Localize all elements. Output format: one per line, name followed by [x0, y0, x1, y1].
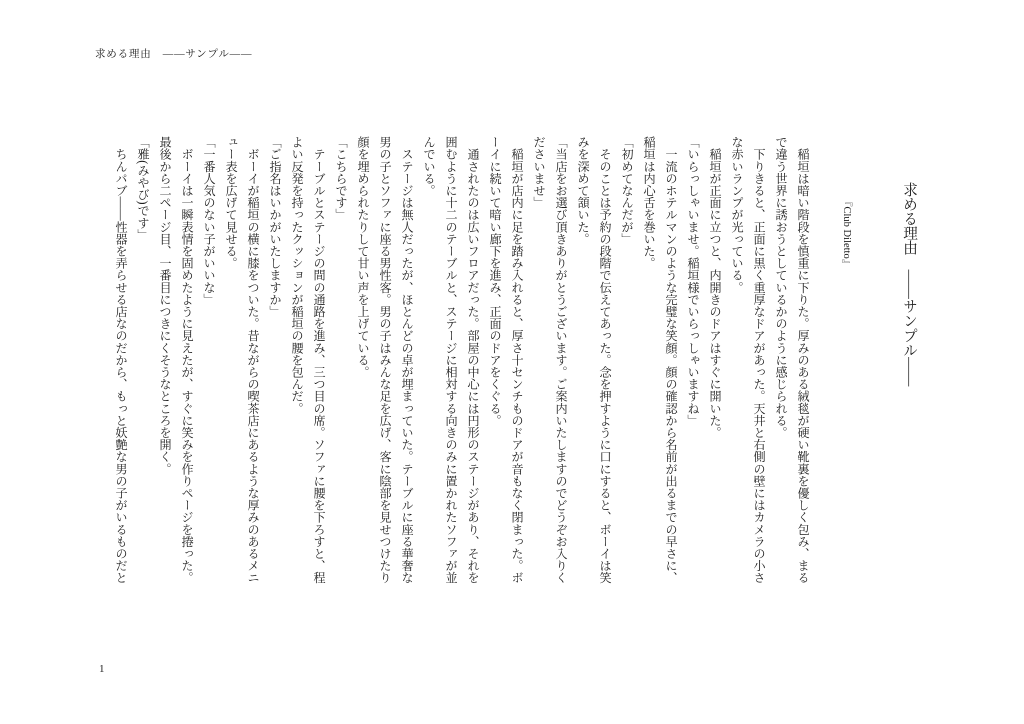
text-line: 稲垣は暗い階段を慎重に下りた。厚みのある絨毯が硬い靴裏を優しく包み、まる	[796, 136, 810, 584]
article-body	[110, 136, 917, 588]
text-line: な赤いランプが光っている。	[730, 136, 744, 294]
text-line: ださいませ」	[532, 136, 546, 209]
text-line: 囲むように十二のテーブルと、ステージに相対する向きのみに置かれたソファが並	[444, 136, 458, 584]
running-header: 求める理由 ――サンプル――	[95, 49, 253, 60]
text-line: ちんパブ――性器を弄らせる店なのだから、もっと妖艶な男の子がいるものだと	[114, 136, 128, 584]
page-number: 1	[99, 663, 105, 675]
text-line: ボーイが稲垣の横に膝をついた。昔ながらの喫茶店にあるような厚みのあるメニ	[246, 136, 260, 584]
text-line: 「一番人気のない子がいいな」	[202, 136, 216, 306]
text-line: んでいる。	[422, 136, 436, 197]
text-line: で違う世界に誘おうとしているかのように感じられる。	[774, 136, 788, 439]
text-line: 下りきると、正面に黒く重厚なドアがあった。天井と右側の壁にはカメラの小さ	[752, 136, 766, 584]
text-line: テーブルとステージの間の通路を進み、三つ目の席。ソファに腰を下ろすと、程	[312, 136, 326, 584]
text-line: ーイに続いて暗い廊下を進み、正面のドアをくぐる。	[488, 136, 502, 427]
text-line: 稲垣が店内に足を踏み入れると、厚さ十センチものドアが音もなく閉まった。ボ	[510, 136, 524, 584]
text-line: 「いらっしゃいませ。稲垣様でいらっしゃいますね」	[686, 136, 700, 427]
text-line: 男の子とソファに座る男性客。男の子はみんな足を広げ、客に陰部を見せつけたり	[378, 136, 392, 584]
text-line: ュー表を広げて見せる。	[224, 136, 238, 270]
text-line: よい反発を持ったクッションが稲垣の腰を包んだ。	[290, 136, 304, 415]
article-title: 求める理由 ――サンプル――	[901, 182, 917, 387]
text-line: 顔を埋められたりして甘い声を上げている。	[356, 136, 370, 378]
text-line: 「ご指名はいかがいたしますか」	[268, 136, 282, 318]
text-line: 稲垣は内心舌を巻いた。	[642, 136, 656, 270]
text-line: ボーイは一瞬表情を固めたように見えたが、すぐに笑みを作りページを捲った。	[180, 136, 194, 584]
text-line: 「初めてなんだが」	[620, 136, 634, 245]
text-line: 「こちらです」	[334, 136, 348, 221]
text-line: 「雅(みやび)です」	[136, 136, 150, 241]
article-subtitle: 『Club Diletto』	[841, 196, 852, 270]
text-line: 最後から二ページ目、一番目につきにくそうなところを開く。	[158, 136, 172, 475]
text-line: そのことは予約の段階で伝えてあった。念を押すように口にすると、ボーイは笑	[598, 136, 612, 584]
text-line: 一流のホテルマンのような完璧な笑顔。顔の確認から名前が出るまでの早さに、	[664, 136, 678, 584]
text-line: みを深めて頷いた。	[576, 136, 590, 245]
text-line: 「当店をお選び頂きありがとうございます。ご案内いたしますのでどうぞお入りく	[554, 136, 568, 584]
text-line: ステージは無人だったが、ほとんどの卓が埋まっていた。テーブルに座る華奢な	[400, 136, 414, 584]
text-line: 稲垣が正面に立つと、内開きのドアはすぐに開いた。	[708, 136, 722, 439]
text-line: 通されたのは広いフロアだった。部屋の中心には円形のステージがあり、それを	[466, 136, 480, 584]
